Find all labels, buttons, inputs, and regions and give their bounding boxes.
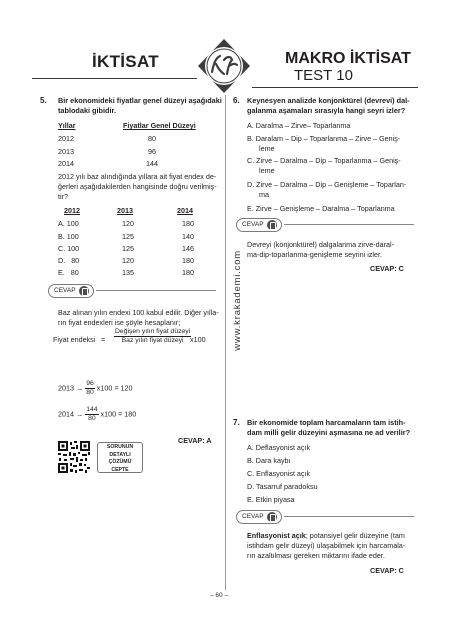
q7-cevap-rule — [284, 516, 414, 517]
side-url: www.krakademi.com — [232, 250, 243, 351]
formula-equals: = — [101, 335, 106, 344]
q5-option-a-2014: 180 — [182, 219, 194, 228]
header-rule-left — [32, 78, 197, 79]
q5-text-line1: Bir ekonomideki fiyatlar genel düzeyi aşağıdaki — [58, 96, 222, 105]
q5-option-d[interactable]: D. 80 — [58, 256, 80, 265]
q7-option-c[interactable]: C. Enflasyonist açık — [247, 469, 311, 478]
q6-explanation-line2: ma-dip-toparlanma-genişleme seyrini izler. — [247, 250, 383, 259]
formula-fraction: Değişen yılın fiyat düzeyi Baz yılın fiyat düzeyi — [115, 328, 191, 344]
q7-explanation-line3: rın azaltılması gereken miktarını ifade eder. — [247, 551, 385, 560]
q6-option-d[interactable]: D. Zirve – Daralma – Dip – Genişleme – Toparlan- ma — [247, 180, 407, 199]
q5-answer: CEVAP: A — [178, 436, 212, 445]
q6-answer: CEVAP: C — [370, 264, 404, 273]
q6-cevap-rule — [284, 224, 414, 225]
q5-explanation-line1: Baz alınan yılın endexi 100 kabul edilir. Diğer yılla- — [58, 308, 219, 317]
kr-logo-icon — [196, 38, 252, 94]
q7-number: 7. — [233, 418, 240, 427]
q5-option-b-2013: 125 — [122, 232, 134, 241]
q5-option-e-2013: 135 — [122, 268, 134, 277]
q5-year-2012: 2012 — [58, 134, 74, 143]
q6-cevap-button[interactable]: CEVAP — [236, 218, 282, 232]
q5-option-e[interactable]: E. 80 — [58, 268, 79, 277]
reveal-answer-icon — [267, 220, 277, 230]
q6-option-e[interactable]: E. Zirve – Genişleme – Daralma – Toparlanma — [247, 204, 395, 213]
q5-explanation-line2: rın fiyat endexleri ise şöyle hesaplanır; — [58, 318, 181, 327]
page-number: – 60 – — [210, 592, 229, 599]
q5-year-2014: 2014 — [58, 159, 74, 168]
q7-option-d[interactable]: D. Tasarruf paradoksu — [247, 482, 318, 491]
header-rule-right — [252, 87, 418, 88]
q5-option-c-2013: 125 — [122, 244, 134, 253]
q5-paragraph-line2: ğerleri aşağıdakilerden hangisinde doğru verilmiş- — [58, 182, 217, 191]
q5-text-line2: tablodaki gibidir. — [58, 106, 116, 115]
q5-number: 5. — [40, 96, 47, 105]
q5-index-2012: 80 — [148, 134, 156, 143]
q5-option-d-2013: 120 — [122, 256, 134, 265]
q5-index-2014: 144 — [146, 159, 158, 168]
solution-on-mobile-box[interactable]: SORUNUN DETAYLI ÇÖZÜMÜ CEPTE — [97, 442, 143, 473]
q7-text-line1: Bir ekonomide toplam harcamaların tam istih- — [247, 418, 406, 427]
q7-option-a[interactable]: A. Deflasyonist açık — [247, 443, 311, 452]
q7-explanation-line1: Enflasyonist açık; potansiyel gelir düzeyine (tam — [247, 531, 405, 540]
q6-option-a[interactable]: A. Daralma – Zirve– Toparlanma — [247, 121, 351, 130]
q6-explanation-line1: Devreyi (konjonktürel) dalgalanma zirve-daral- — [247, 240, 395, 249]
q5-option-e-2014: 180 — [182, 268, 194, 277]
q6-number: 6. — [233, 96, 240, 105]
column-divider — [225, 95, 226, 590]
q7-option-e[interactable]: E. Etkin piyasa — [247, 495, 295, 504]
reveal-answer-icon — [79, 286, 89, 296]
q6-option-b[interactable]: B. Daralam – Dip – Toparlanma – Zirve – Geniş- leme — [247, 134, 401, 153]
q5-cevap-button[interactable]: CEVAP — [48, 284, 94, 298]
q7-answer: CEVAP: C — [370, 566, 404, 575]
q6-option-c[interactable]: C. Zirve – Daralma – Dip – Toparlanma – Geniş- leme — [247, 156, 401, 175]
q5-option-b[interactable]: B. 100 — [58, 232, 79, 241]
q5-col-index: Fiyatlar Genel Düzeyi — [123, 121, 196, 130]
q5-cevap-rule — [96, 290, 216, 291]
formula-multiplier: x100 — [190, 335, 206, 344]
q5-year-2013: 2013 — [58, 147, 74, 156]
q5-opt-header-2014: 2014 — [177, 206, 193, 215]
q5-col-years: Yıllar — [58, 121, 76, 130]
calc-2014: 2014 → $\frac{144}{80}$ x100 = 180 — [58, 406, 137, 422]
subject-title: İKTİSAT — [92, 52, 159, 71]
q5-paragraph-line1: 2012 yılı baz alındığında yıllara ait fiyat endex de- — [58, 172, 217, 181]
q5-option-c[interactable]: C. 100 — [58, 244, 80, 253]
q5-option-c-2014: 146 — [182, 244, 194, 253]
q6-text-line2: galanma aşamaları sırasıyla hangi seyri izler? — [247, 106, 406, 115]
q5-opt-header-2012: 2012 — [64, 206, 80, 215]
q5-index-2013: 96 — [148, 147, 156, 156]
q7-explanation-line2: istihdam gelir düzeyi) ulaşabilmek için harcamala- — [247, 541, 406, 550]
q5-option-a[interactable]: A. 100 — [58, 219, 79, 228]
test-title: TEST 10 — [294, 67, 353, 84]
qr-code-icon[interactable] — [57, 440, 91, 474]
q7-option-b[interactable]: B. Dara kaybı — [247, 456, 291, 465]
reveal-answer-icon — [267, 512, 277, 522]
q7-cevap-button[interactable]: CEVAP — [236, 510, 282, 524]
unit-title: MAKRO İKTİSAT — [285, 50, 411, 67]
q5-option-b-2014: 140 — [182, 232, 194, 241]
formula-label: Fiyat endeksi — [53, 335, 96, 344]
q5-opt-header-2013: 2013 — [117, 206, 133, 215]
q5-option-a-2013: 120 — [122, 219, 134, 228]
q6-text-line1: Keynesyen analizde konjonktürel (devrevi) dal- — [247, 96, 410, 105]
q5-paragraph-line3: tir? — [58, 192, 68, 201]
calc-2013: 2013 → $\frac{96}{80}$ x100 = 120 — [58, 380, 133, 396]
q7-text-line2: dam milli gelir düzeyini aşmasına ne ad verilir? — [247, 428, 411, 437]
q5-option-d-2014: 180 — [182, 256, 194, 265]
